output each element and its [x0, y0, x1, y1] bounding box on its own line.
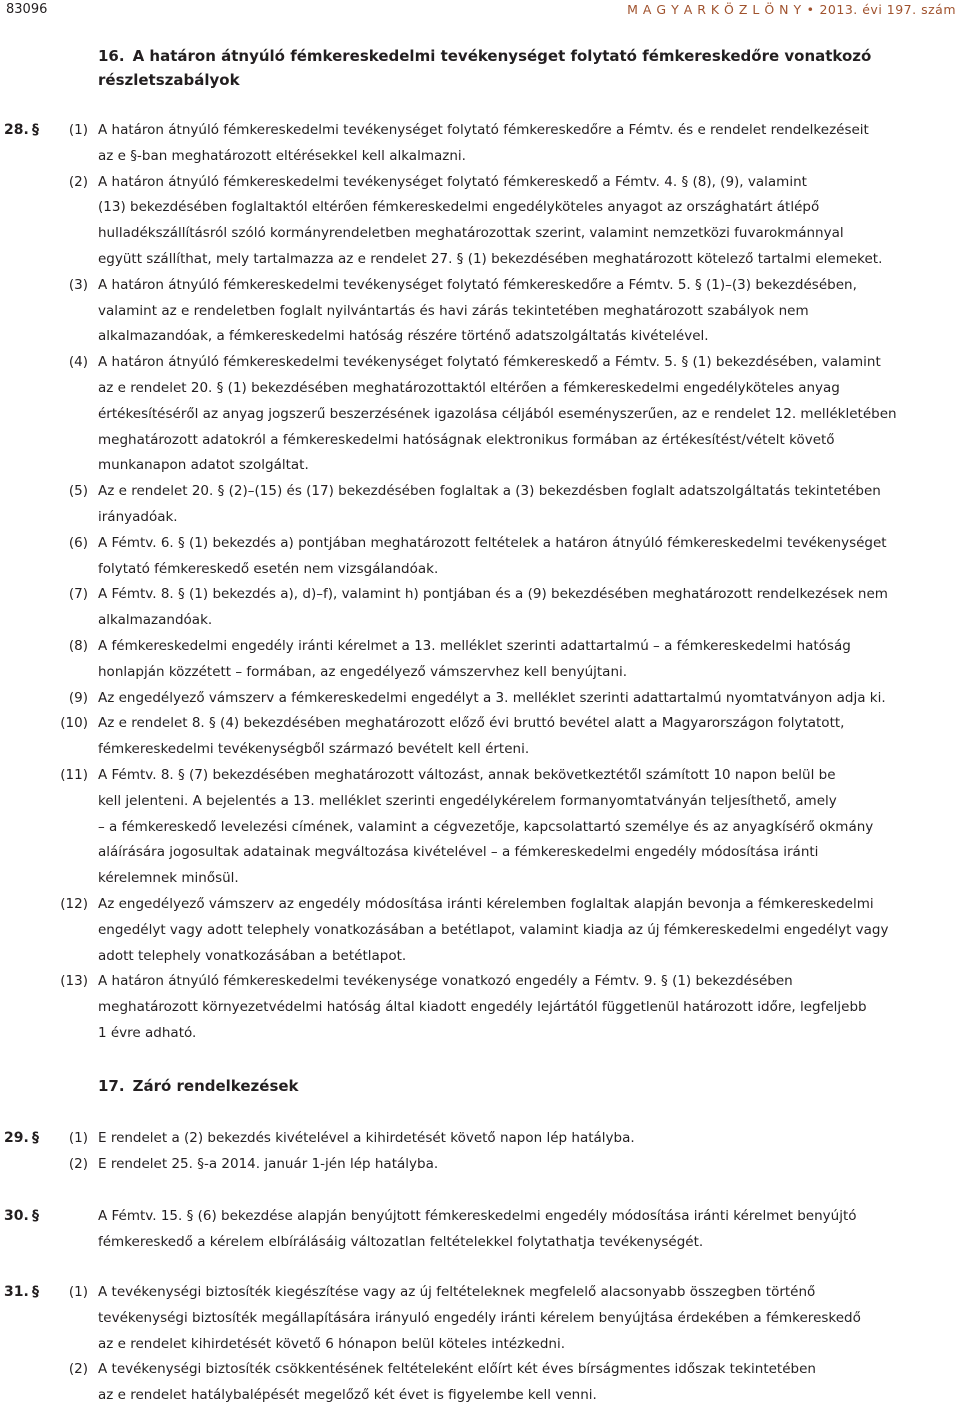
section-number: 30. — [4, 1208, 29, 1224]
paragraph-number: (2) — [68, 173, 88, 190]
section-number: 31. — [4, 1284, 29, 1300]
paragraph — [0, 763, 960, 892]
paragraph-number: (6) — [68, 534, 88, 551]
paragraph-number: (11) — [60, 766, 88, 783]
paragraph-number: (9) — [68, 689, 88, 706]
paragraph-text: A Fémtv. 6. § (1) bekezdés a) pontjában meghatározott feltételek a határon átnyúló fémkereskedelmi tevékenységet folytató fémkereskedő esetén nem vizsgálandóak. — [98, 534, 887, 577]
chapter-number: 17. — [98, 1077, 125, 1095]
paragraph-number: (5) — [68, 483, 88, 500]
chapter-heading-16 — [98, 44, 918, 92]
paragraph — [0, 582, 960, 634]
section-sign: § — [32, 1284, 39, 1300]
paragraph-number: (3) — [68, 276, 88, 293]
separator-dot: • — [806, 2, 815, 17]
chapter-number: 16. — [98, 47, 125, 65]
paragraph — [0, 531, 960, 583]
paragraph — [0, 686, 960, 712]
section-sign: § — [32, 1208, 39, 1224]
journal-issue: 2013. évi 197. szám — [819, 2, 956, 17]
section-29 — [0, 1126, 960, 1178]
paragraph-number: (10) — [60, 715, 88, 732]
section-sign: § — [32, 122, 39, 138]
paragraph-text: A Fémtv. 15. § (6) bekezdése alapján benyújtott fémkereskedelmi engedély módosítása iránti kérelmet benyújtó fémkereskedő a kérelem elbírálásáig változatlan feltételekkel folytathatja tevékenységét. — [98, 1208, 857, 1250]
paragraph-number: (1) — [68, 1130, 88, 1146]
paragraph-text: A határon átnyúló fémkereskedelmi tevékenységet folytató fémkereskedőre a Fémtv. és e rendelet rendelkezéseit az e §-ban meghatározott eltérésekkel kell alkalmazni. — [98, 122, 869, 164]
paragraph — [0, 1126, 960, 1152]
paragraph — [0, 969, 960, 1046]
paragraph-list — [0, 1204, 960, 1256]
paragraph-number: (13) — [60, 973, 88, 990]
paragraph-list — [0, 118, 960, 1047]
paragraph — [0, 350, 960, 479]
paragraph-text: A Fémtv. 8. § (7) bekezdésében meghatározott változást, annak bekövetkeztétől számított 10 napon belül be kell jelenteni. A bejelentés a 13. melléklet szerinti engedélykérelem formanyomtatványán teljesíthető, amely – a fémkereskedő levelezési címének, valamint a cégvezetője, kapcsolattartó személye és az anyagkísérő okmány aláírására jogosultak adatainak megváltozása kivételével – a fémkereskedelmi engedély módosítása iránti kérelemnek minősül. — [98, 766, 874, 887]
paragraph — [0, 170, 960, 273]
paragraph-number: (2) — [68, 1361, 88, 1378]
paragraph-text: Az engedélyező vámszerv a fémkereskedelmi engedélyt a 3. melléklet szerinti adattartalmú nyomtatványon adja ki. — [98, 689, 886, 706]
page-number: 83096 — [6, 2, 48, 17]
paragraph-text: E rendelet a (2) bekezdés kivételével a kihirdetését követő napon lép hatályba. — [98, 1130, 635, 1146]
section-31 — [0, 1280, 960, 1409]
journal-title — [627, 2, 956, 17]
paragraph-text: A fémkereskedelmi engedély iránti kérelmet a 13. melléklet szerinti adattartalmú – a fémkereskedelmi hatóság honlapján közzétett – formában, az engedélyező vámszervhez kell benyújtani. — [98, 637, 851, 680]
paragraph-text: Az e rendelet 8. § (4) bekezdésében meghatározott előző évi bruttó bevétel alatt a Magyarországon folytatott, fémkereskedelmi tevékenységből származó bevételt kell érteni. — [98, 715, 845, 758]
paragraph-text: A határon átnyúló fémkereskedelmi tevékenységet folytató fémkereskedő a Fémtv. 5. § (1) bekezdésében, valamint az e rendelet 20. § (1) bekezdésében meghatározottaktól eltérően a fémkereskedelmi engedélyköteles anyag értékesítéséről az anyag jogszerű beszerzésének igazolása céljából eseményszerűen, az e rendelet 12. mellékletében meghatározott adatokról a fémkereskedelmi hatóságnak elektronikus formában az értékesítést/vételt követő munkanapon adatot szolgáltat. — [98, 354, 897, 474]
section-number: 29. — [4, 1130, 29, 1146]
section-28 — [0, 118, 960, 1047]
paragraph — [0, 1152, 960, 1178]
paragraph-number: (4) — [68, 354, 88, 371]
paragraph — [0, 273, 960, 350]
paragraph-list — [0, 1126, 960, 1178]
paragraph — [0, 479, 960, 531]
paragraph — [0, 1280, 960, 1357]
chapter-title: Záró rendelkezések — [132, 1077, 299, 1095]
paragraph — [0, 892, 960, 969]
paragraph-number: (1) — [68, 1284, 88, 1300]
chapter-heading-17 — [98, 1074, 918, 1098]
paragraph-text: A Fémtv. 8. § (1) bekezdés a), d)–f), valamint h) pontjában és a (9) bekezdésében meghatározott rendelkezések nem alkalmazandóak. — [98, 586, 888, 629]
chapter-title: A határon átnyúló fémkereskedelmi tevékenységet folytató fémkereskedőre vonatkozó részletszabályok — [98, 47, 872, 89]
paragraph-text: Az engedélyező vámszerv az engedély módosítása iránti kérelemben foglaltak alapján bevonja a fémkereskedelmi engedélyt vagy adott telephely vonatkozásában a betétlapot, valamint kiadja az új fémkereskedelmi engedélyt vagy adott telephely vonatkozásában a betétlapot. — [98, 895, 889, 964]
section-30 — [0, 1204, 960, 1256]
paragraph-text: Az e rendelet 20. § (2)–(15) és (17) bekezdésében foglaltak a (3) bekezdésben foglalt adatszolgáltatás tekintetében irányadóak. — [98, 483, 881, 525]
section-number: 28. — [4, 122, 29, 138]
paragraph-text: A tevékenységi biztosíték kiegészítése vagy az új feltételeknek megfelelő alacsonyabb összegben történő tevékenységi biztosíték megállapítására irányuló engedély iránti kérelem benyújtása érdekében a fémkereskedő az e rendelet kihirdetését követő 6 hónapon belül köteles intézkedni. — [98, 1284, 861, 1352]
paragraph-text: A határon átnyúló fémkereskedelmi tevékenységet folytató fémkereskedőre a Fémtv. 5. § (1)–(3) bekezdésében, valamint az e rendeletben foglalt nyilvántartás és havi zárás tekintetében meghatározott szabályok nem alkalmazandóak, a fémkereskedelmi hatóság részére történő adatszolgáltatás kivételével. — [98, 276, 857, 345]
paragraph — [0, 711, 960, 763]
paragraph-text: E rendelet 25. §-a 2014. január 1-jén lép hatályba. — [98, 1155, 439, 1172]
section-sign: § — [32, 1130, 39, 1146]
paragraph-number: (2) — [68, 1155, 88, 1172]
paragraph-number: (12) — [60, 895, 88, 912]
page-header — [0, 0, 960, 22]
paragraph-number: (1) — [68, 122, 88, 138]
paragraph-list — [0, 1280, 960, 1409]
paragraph-text: A határon átnyúló fémkereskedelmi tevékenységet folytató fémkereskedő a Fémtv. 4. § (8), (9), valamint (13) bekezdésében foglaltaktól eltérően fémkereskedelmi engedélyköteles anyagot az országhatárt átlépő hulladékszállításról szóló kormányrendeletben meghatározottak szerint, valamint nemzetközi fuvarokmánnyal együtt szállíthat, mely tartalmazza az e rendelet 27. § (1) bekezdésében meghatározott kötelező tartalmi elemeket. — [98, 173, 883, 267]
paragraph-number: (8) — [68, 637, 88, 654]
paragraph-text: A tevékenységi biztosíték csökkentésének feltételeként előírt két éves bírságmentes időszak tekintetében az e rendelet hatálybalépését megelőző két évet is figyelembe kell venni. — [98, 1361, 816, 1404]
paragraph — [0, 1204, 960, 1256]
paragraph — [0, 118, 960, 170]
paragraph-text: A határon átnyúló fémkereskedelmi tevékenysége vonatkozó engedély a Fémtv. 9. § (1) bekezdésében meghatározott környezetvédelmi hatóság által kiadott engedély lejártától függetlenül határozott időre, legfeljebb 1 évre adható. — [98, 973, 867, 1041]
journal-name: M A G Y A R K Ö Z L Ö N Y — [627, 2, 802, 17]
paragraph — [0, 1357, 960, 1409]
paragraph — [0, 634, 960, 686]
paragraph-number: (7) — [68, 586, 88, 603]
